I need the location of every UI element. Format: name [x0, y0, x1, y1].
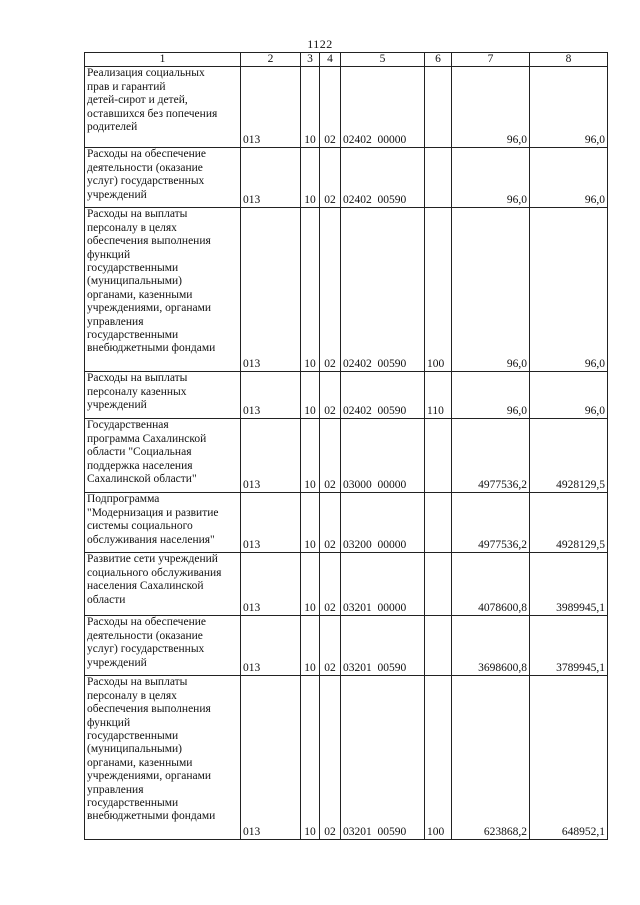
column-header-5: 5 [341, 53, 425, 67]
code-expense-type [425, 67, 452, 148]
code-section: 10 [301, 616, 320, 676]
code-admin: 013 [241, 419, 301, 493]
table-row [85, 419, 608, 493]
code-expense-type [425, 148, 452, 208]
code-admin: 013 [241, 553, 301, 616]
table-row [85, 67, 608, 148]
column-header-3: 3 [301, 53, 320, 67]
code-section: 10 [301, 148, 320, 208]
code-target: 03201 00590 [341, 676, 425, 840]
code-expense-type: 100 [425, 676, 452, 840]
code-admin: 013 [241, 208, 301, 372]
code-subsection: 02 [320, 616, 341, 676]
code-target: 03201 00000 [341, 553, 425, 616]
table-row [85, 553, 608, 616]
code-target: 02402 00000 [341, 67, 425, 148]
budget-table [84, 52, 608, 840]
amount-col8: 4928129,5 [530, 419, 608, 493]
code-subsection: 02 [320, 419, 341, 493]
code-subsection: 02 [320, 553, 341, 616]
column-header-6: 6 [425, 53, 452, 67]
column-header-7: 7 [452, 53, 530, 67]
row-name: Расходы на выплаты персоналу в целях обеспечения выполнения функций государственными (муниципальными) органами, казенными учреждениями, органами управления государственными внебюджетными фондами [85, 208, 241, 372]
amount-col8: 96,0 [530, 208, 608, 372]
code-expense-type [425, 493, 452, 553]
table-row [85, 493, 608, 553]
code-target: 03200 00000 [341, 493, 425, 553]
amount-col8: 3989945,1 [530, 553, 608, 616]
code-section: 10 [301, 493, 320, 553]
code-subsection: 02 [320, 148, 341, 208]
column-header-8: 8 [530, 53, 608, 67]
code-section: 10 [301, 676, 320, 840]
row-name: Подпрограмма "Модернизация и развитие системы социального обслуживания населения" [85, 493, 241, 553]
code-section: 10 [301, 372, 320, 419]
row-name: Расходы на выплаты персоналу в целях обеспечения выполнения функций государственными (муниципальными) органами, казенными учреждениями, органами управления государственными внебюджетными фондами [85, 676, 241, 840]
amount-col8: 648952,1 [530, 676, 608, 840]
amount-col7: 96,0 [452, 148, 530, 208]
amount-col8: 96,0 [530, 148, 608, 208]
row-name: Расходы на выплаты персоналу казенных учреждений [85, 372, 241, 419]
code-section: 10 [301, 553, 320, 616]
code-section: 10 [301, 419, 320, 493]
amount-col7: 4977536,2 [452, 419, 530, 493]
code-section: 10 [301, 67, 320, 148]
code-target: 02402 00590 [341, 148, 425, 208]
row-name: Государственная программа Сахалинской области "Социальная поддержка населения Сахалинской области" [85, 419, 241, 493]
amount-col8: 4928129,5 [530, 493, 608, 553]
code-expense-type: 110 [425, 372, 452, 419]
amount-col8: 96,0 [530, 67, 608, 148]
table-row [85, 676, 608, 840]
code-target: 02402 00590 [341, 372, 425, 419]
code-target: 03000 00000 [341, 419, 425, 493]
column-header-1: 1 [85, 53, 241, 67]
code-subsection: 02 [320, 676, 341, 840]
code-expense-type: 100 [425, 208, 452, 372]
header-row [85, 53, 608, 67]
row-name: Реализация социальных прав и гарантий детей-сирот и детей, оставшихся без попечения родителей [85, 67, 241, 148]
code-expense-type [425, 616, 452, 676]
amount-col7: 4078600,8 [452, 553, 530, 616]
code-expense-type [425, 419, 452, 493]
code-admin: 013 [241, 493, 301, 553]
code-admin: 013 [241, 67, 301, 148]
code-subsection: 02 [320, 372, 341, 419]
code-admin: 013 [241, 372, 301, 419]
amount-col7: 4977536,2 [452, 493, 530, 553]
amount-col7: 3698600,8 [452, 616, 530, 676]
code-section: 10 [301, 208, 320, 372]
page-number: 1122 [307, 37, 333, 51]
code-subsection: 02 [320, 493, 341, 553]
row-name: Расходы на обеспечение деятельности (оказание услуг) государственных учреждений [85, 148, 241, 208]
amount-col8: 3789945,1 [530, 616, 608, 676]
table-row [85, 616, 608, 676]
table-row [85, 148, 608, 208]
amount-col7: 96,0 [452, 208, 530, 372]
row-name: Развитие сети учреждений социального обслуживания населения Сахалинской области [85, 553, 241, 616]
code-admin: 013 [241, 148, 301, 208]
code-admin: 013 [241, 616, 301, 676]
column-header-2: 2 [241, 53, 301, 67]
amount-col7: 623868,2 [452, 676, 530, 840]
column-header-4: 4 [320, 53, 341, 67]
code-subsection: 02 [320, 67, 341, 148]
table-row [85, 372, 608, 419]
code-target: 03201 00590 [341, 616, 425, 676]
amount-col7: 96,0 [452, 372, 530, 419]
code-target: 02402 00590 [341, 208, 425, 372]
table-row [85, 208, 608, 372]
amount-col8: 96,0 [530, 372, 608, 419]
row-name: Расходы на обеспечение деятельности (оказание услуг) государственных учреждений [85, 616, 241, 676]
code-expense-type [425, 553, 452, 616]
code-admin: 013 [241, 676, 301, 840]
amount-col7: 96,0 [452, 67, 530, 148]
code-subsection: 02 [320, 208, 341, 372]
